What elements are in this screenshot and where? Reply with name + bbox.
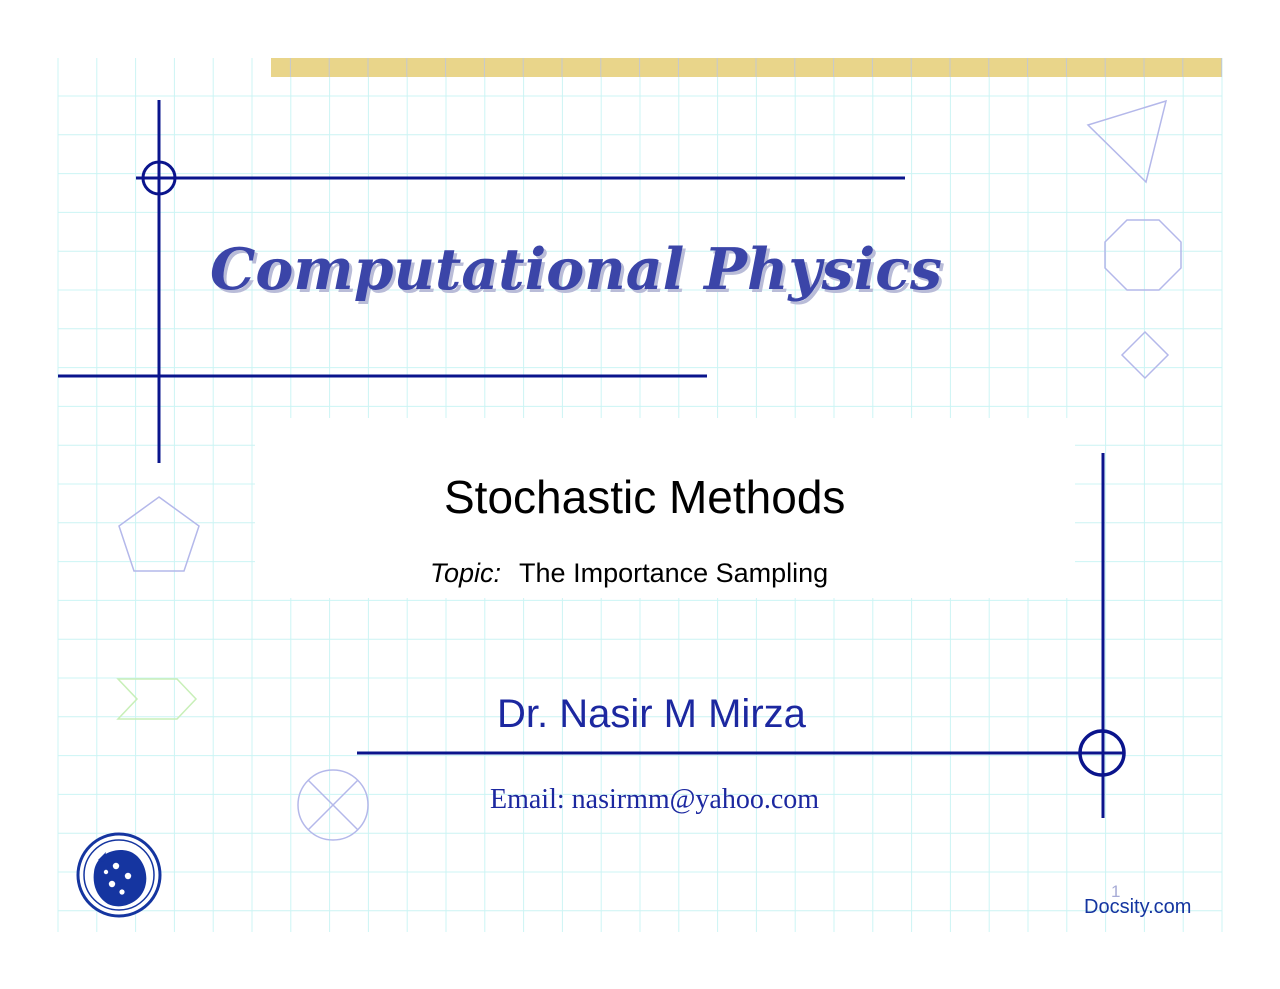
topic-label: Topic:	[430, 558, 502, 588]
octagon-outline-icon	[1105, 220, 1181, 290]
slide-number: 1	[1111, 882, 1121, 901]
topic-value: The Importance Sampling	[519, 558, 829, 588]
university-seal-icon	[76, 832, 162, 918]
pentagon-outline-icon	[119, 497, 199, 571]
accent-bar	[271, 58, 1222, 77]
accent-bar-fill	[271, 58, 1222, 77]
author-name: Dr. Nasir M Mirza	[497, 692, 806, 736]
author-email: Email: nasirmm@yahoo.com	[490, 784, 820, 815]
docsity-watermark: Docsity.com	[1084, 896, 1192, 918]
slide-title: Computational Physics	[210, 236, 943, 303]
triangle-outline-icon	[1088, 101, 1166, 182]
chevron-arrow-icon	[118, 679, 196, 719]
diamond-outline-icon	[1122, 332, 1168, 378]
crossed-circle-icon	[298, 770, 368, 840]
slide-subtitle: Stochastic Methods	[444, 471, 846, 523]
topic-line	[430, 558, 828, 589]
